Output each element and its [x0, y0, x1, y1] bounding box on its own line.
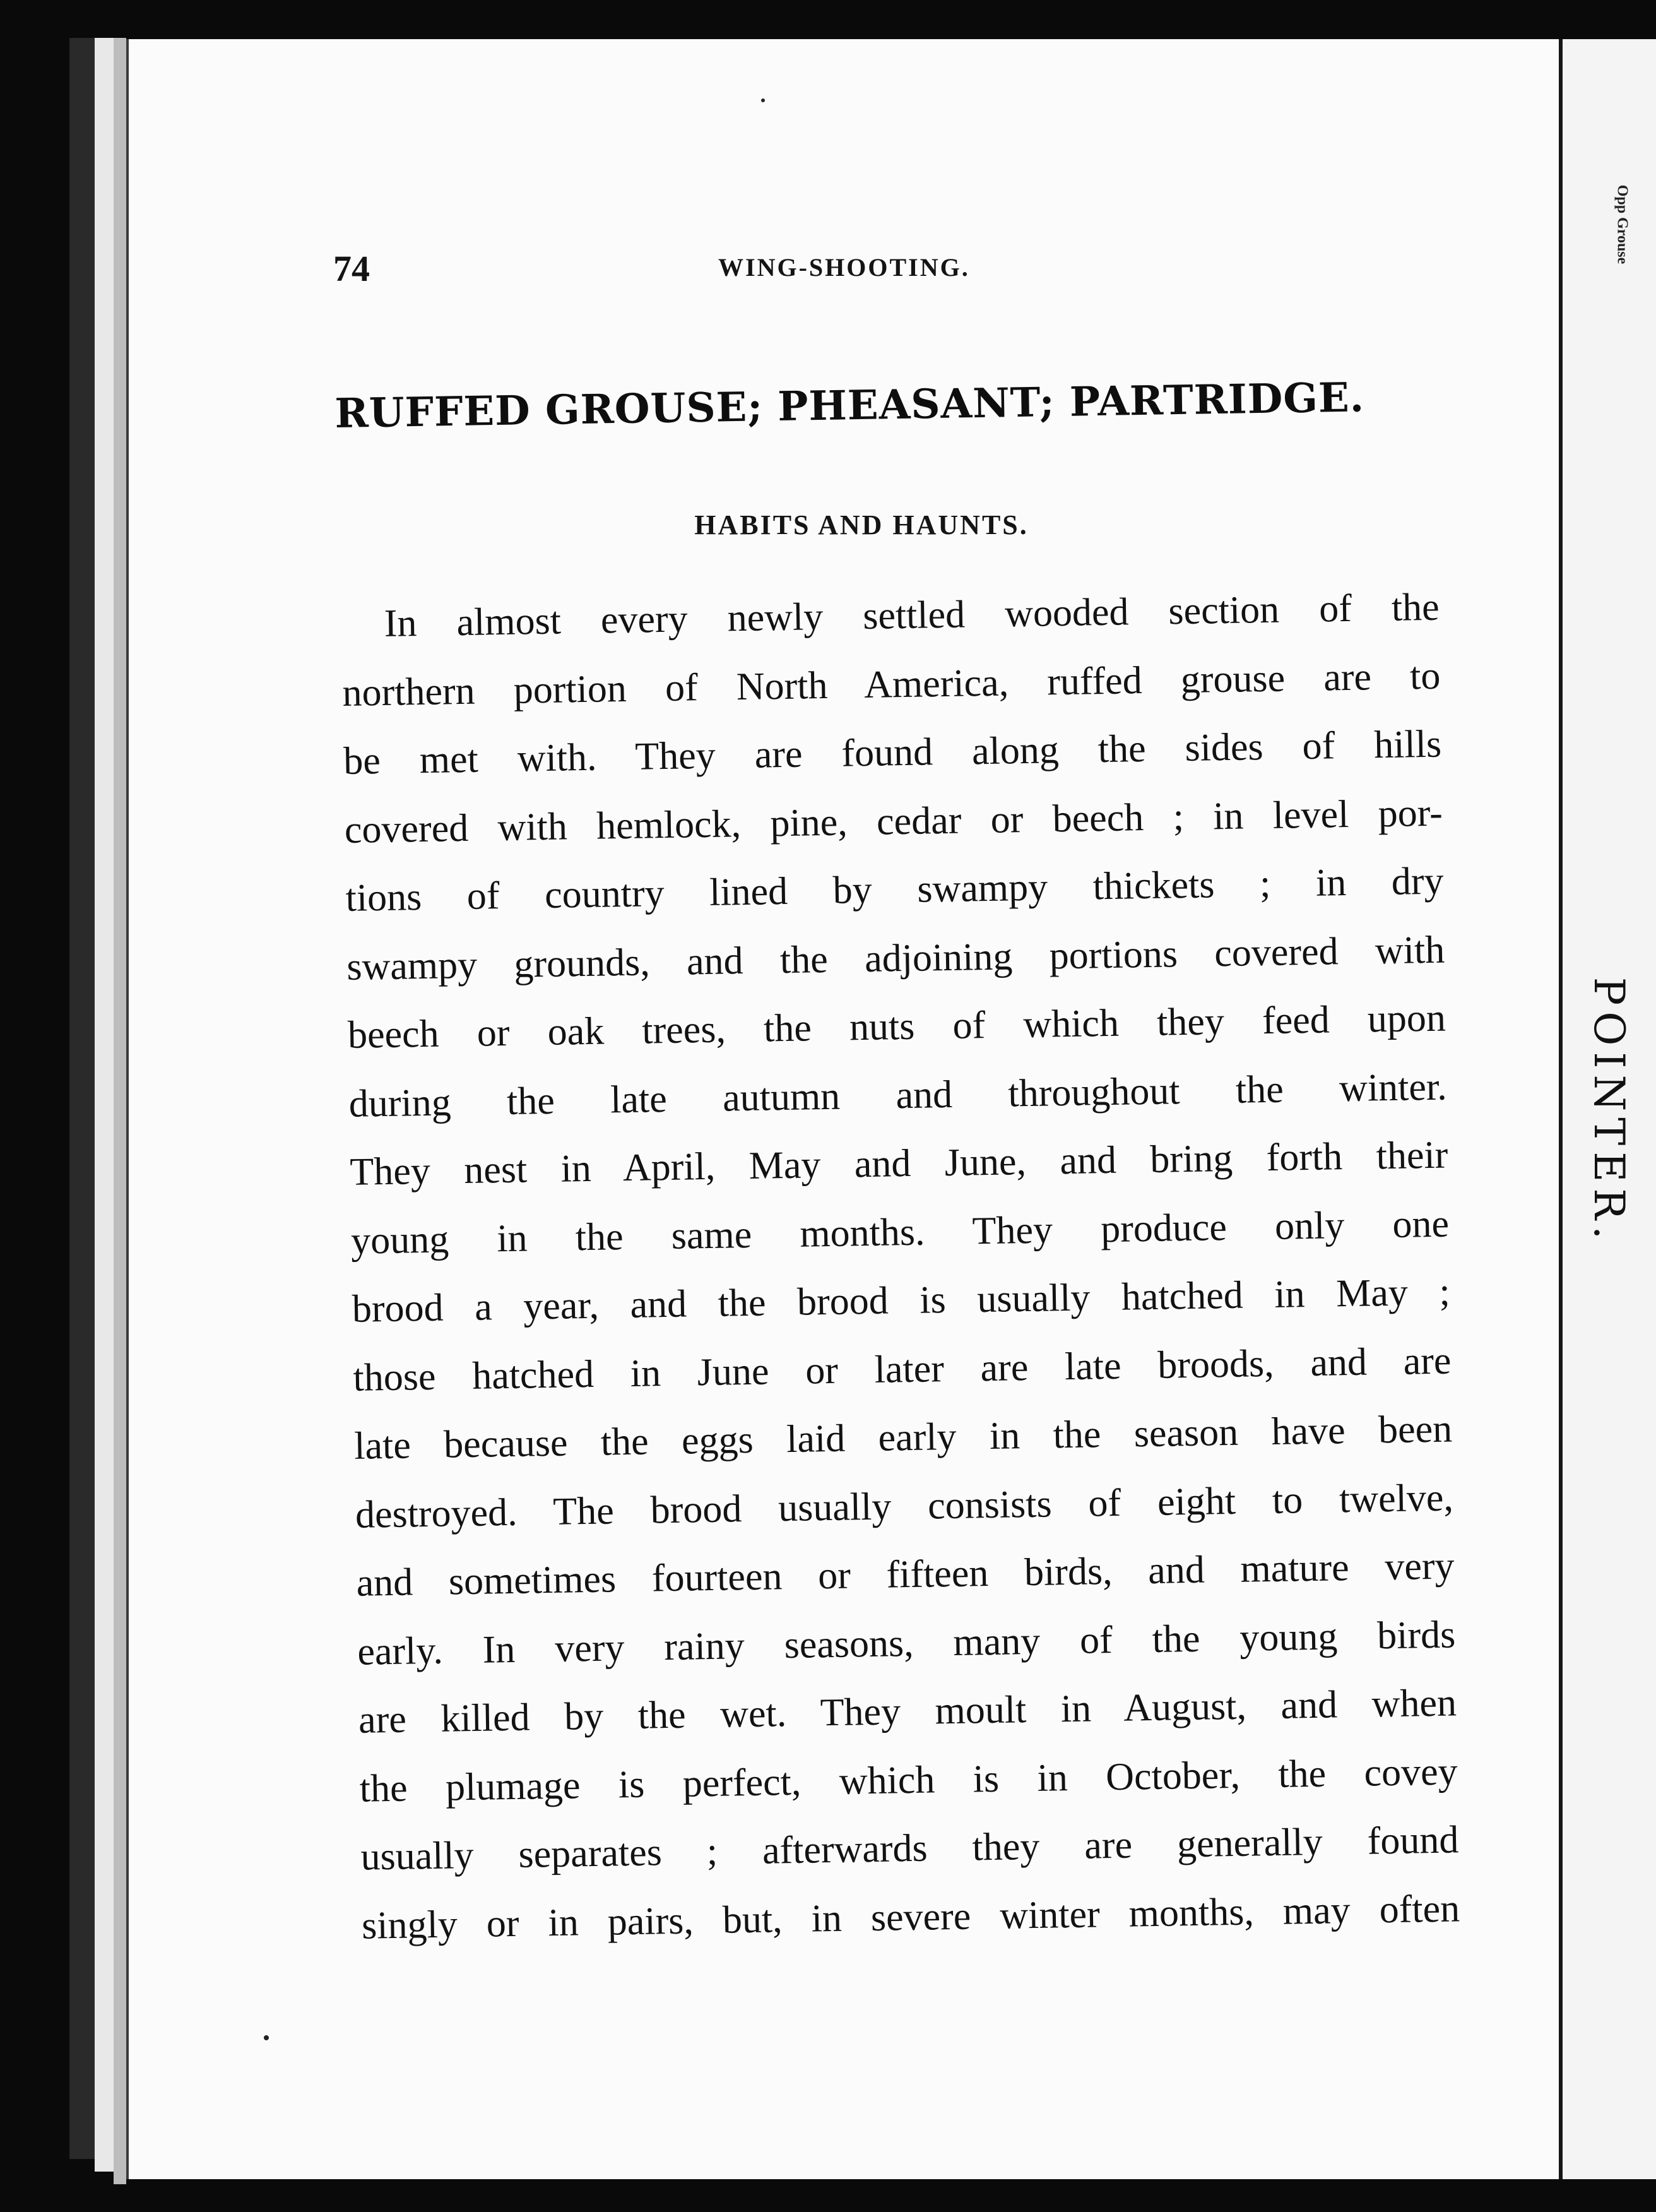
plate-title	[1578, 947, 1641, 1275]
text-line: singly or in pairs, but, in severe winter months, may often	[361, 1886, 1460, 1947]
text-line: beech or oak trees, the nuts of which they feed upon	[347, 996, 1446, 1057]
plate-tab-label: Opp Grouse	[1614, 184, 1631, 264]
text-line: northern portion of North America, ruffed grouse are to	[342, 654, 1441, 715]
section-title: HABITS AND HAUNTS.	[694, 509, 1029, 540]
text-line: late because the eggs laid early in the season have been	[353, 1407, 1453, 1468]
text-line: are killed by the wet. They moult in August, and when	[358, 1681, 1457, 1742]
text-line: be met with. They are found along the sides of hills	[343, 722, 1442, 783]
page-number: 74	[333, 248, 370, 289]
text-line: destroyed. The brood usually consists of eight to twelve,	[355, 1475, 1454, 1537]
text-line: the plumage is perfect, which is in October, the covey	[359, 1749, 1458, 1811]
page-edge-light	[95, 38, 114, 2172]
text-line: In almost every newly settled wooded section of the	[384, 585, 1440, 645]
text-line: those hatched in June or later are late broods, and are	[353, 1339, 1452, 1400]
body-text	[341, 573, 1460, 1960]
text-line: during the late autumn and throughout the winter.	[348, 1065, 1448, 1126]
text-line: swampy grounds, and the adjoining portions covered with	[346, 928, 1445, 989]
plate-title-text: POINTER.	[1585, 977, 1634, 1246]
text-line: usually separates ; afterwards they are generally found	[360, 1818, 1459, 1879]
text-line: They nest in April, May and June, and bring forth their	[349, 1133, 1448, 1194]
text-line: young in the same months. They produce only one	[350, 1202, 1450, 1263]
text-line: brood a year, and the brood is usually hatched in May ;	[352, 1270, 1451, 1331]
text-line: tions of country lined by swampy thickets ; in dry	[345, 859, 1444, 920]
chapter-title: RUFFED GROUSE; PHEASANT; PARTRIDGE.	[334, 374, 1365, 437]
ink-speck	[264, 2035, 269, 2040]
running-head	[333, 241, 1431, 298]
ink-speck	[761, 98, 765, 102]
text-line: covered with hemlock, pine, cedar or beech ; in level por-	[344, 791, 1443, 852]
page-edge-gray	[114, 38, 126, 2184]
text-line: early. In very rainy seasons, many of the young birds	[357, 1612, 1456, 1674]
text-line: and sometimes fourteen or fifteen birds, and mature very	[356, 1544, 1455, 1605]
page-edge-dark	[69, 38, 95, 2159]
plate-tab	[1603, 158, 1641, 290]
running-title: WING-SHOOTING.	[718, 253, 970, 282]
